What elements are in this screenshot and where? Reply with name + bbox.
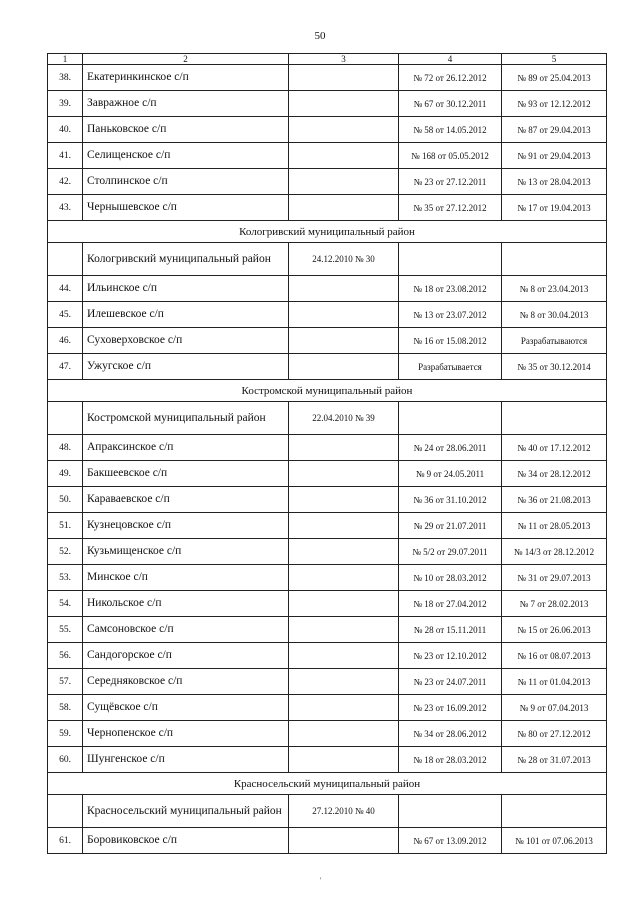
rules-document: № 91 от 29.04.2013 [502,143,607,169]
settlement-name: Костромской муниципальный район [83,402,289,435]
plan-document [399,243,502,276]
table-row [48,143,607,169]
rules-document: № 40 от 17.12.2012 [502,435,607,461]
plan-document: № 23 от 24.07.2011 [399,669,502,695]
table-row [48,328,607,354]
district-decision [289,169,399,195]
district-decision [289,276,399,302]
table-row [48,302,607,328]
settlement-name: Никольское с/п [83,591,289,617]
settlement-name: Столпинское с/п [83,169,289,195]
plan-document: № 28 от 15.11.2011 [399,617,502,643]
district-decision [289,669,399,695]
row-number: 48. [48,435,83,461]
plan-document: № 16 от 15.08.2012 [399,328,502,354]
plan-document: № 24 от 28.06.2011 [399,435,502,461]
settlement-name: Апраксинское с/п [83,435,289,461]
plan-document [399,795,502,828]
column-header: 4 [399,54,502,65]
column-header: 1 [48,54,83,65]
district-decision [289,195,399,221]
row-number: 56. [48,643,83,669]
row-number [48,795,83,828]
table-row [48,117,607,143]
settlement-name: Шунгенское с/п [83,747,289,773]
district-section-row [48,380,607,402]
district-decision [289,617,399,643]
table-row [48,354,607,380]
rules-document: № 89 от 25.04.2013 [502,65,607,91]
district-decision [289,91,399,117]
row-number: 60. [48,747,83,773]
district-section-title: Костромской муниципальный район [48,380,607,402]
settlement-name: Минское с/п [83,565,289,591]
table-row [48,747,607,773]
settlement-name: Караваевское с/п [83,487,289,513]
district-decision [289,513,399,539]
district-decision [289,643,399,669]
settlement-name: Середняковское с/п [83,669,289,695]
settlement-name: Екатеринкинское с/п [83,65,289,91]
district-decision [289,65,399,91]
district-decision [289,828,399,854]
settlement-name: Чернышевское с/п [83,195,289,221]
plan-document: № 168 от 05.05.2012 [399,143,502,169]
settlement-name: Селищенское с/п [83,143,289,169]
settlement-name: Чернопенское с/п [83,721,289,747]
district-decision [289,328,399,354]
column-header: 3 [289,54,399,65]
table-row [48,539,607,565]
plan-document: № 18 от 28.03.2012 [399,747,502,773]
rules-document [502,243,607,276]
rules-document: № 80 от 27.12.2012 [502,721,607,747]
row-number: 44. [48,276,83,302]
row-number: 46. [48,328,83,354]
plan-document [399,402,502,435]
row-number: 59. [48,721,83,747]
row-number: 50. [48,487,83,513]
rules-document: № 101 от 07.06.2013 [502,828,607,854]
page-number: 50 [314,30,326,42]
row-number: 38. [48,65,83,91]
rules-document: № 31 от 29.07.2013 [502,565,607,591]
row-number: 42. [48,169,83,195]
row-number: 54. [48,591,83,617]
plan-document: № 18 от 27.04.2012 [399,591,502,617]
district-decision [289,565,399,591]
row-number: 51. [48,513,83,539]
row-number: 57. [48,669,83,695]
district-decision: 24.12.2010 № 30 [289,243,399,276]
district-decision [289,721,399,747]
district-decision: 22.04.2010 № 39 [289,402,399,435]
table-row [48,669,607,695]
row-number: 41. [48,143,83,169]
plan-document: № 35 от 27.12.2012 [399,195,502,221]
table-row [48,643,607,669]
row-number [48,402,83,435]
plan-document: № 36 от 31.10.2012 [399,487,502,513]
settlement-name: Боровиковское с/п [83,828,289,854]
rules-document: № 17 от 19.04.2013 [502,195,607,221]
district-section-row [48,221,607,243]
settlement-name: Сандогорское с/п [83,643,289,669]
district-decision [289,487,399,513]
rules-document: № 11 от 01.04.2013 [502,669,607,695]
district-decision [289,695,399,721]
table-header-row [48,54,607,65]
district-decision: 27.12.2010 № 40 [289,795,399,828]
table-row [48,435,607,461]
rules-document: № 16 от 08.07.2013 [502,643,607,669]
table-row [48,617,607,643]
settlement-name: Кологривский муниципальный район [83,243,289,276]
settlement-name: Ужугское с/п [83,354,289,380]
table-row [48,169,607,195]
district-section-row [48,773,607,795]
plan-document: № 9 от 24.05.2011 [399,461,502,487]
table-row [48,721,607,747]
district-section-title: Кологривский муниципальный район [48,221,607,243]
settlement-name: Самсоновское с/п [83,617,289,643]
plan-document: № 23 от 16.09.2012 [399,695,502,721]
rules-document [502,795,607,828]
table-row [48,591,607,617]
rules-document: № 8 от 23.04.2013 [502,276,607,302]
settlement-name: Илешевское с/п [83,302,289,328]
settlement-name: Паньковское с/п [83,117,289,143]
plan-document: № 23 от 12.10.2012 [399,643,502,669]
table-row [48,91,607,117]
column-header: 2 [83,54,289,65]
district-decision [289,591,399,617]
row-number: 58. [48,695,83,721]
settlement-name: Красносельский муниципальный район [83,795,289,828]
plan-document: № 67 от 13.09.2012 [399,828,502,854]
district-decision [289,747,399,773]
settlement-name: Сущёвское с/п [83,695,289,721]
plan-document: Разрабатывается [399,354,502,380]
row-number: 53. [48,565,83,591]
row-number [48,243,83,276]
rules-document: № 13 от 28.04.2013 [502,169,607,195]
plan-document: № 58 от 14.05.2012 [399,117,502,143]
rules-document: № 87 от 29.04.2013 [502,117,607,143]
row-number: 39. [48,91,83,117]
rules-document: № 14/3 от 28.12.2012 [502,539,607,565]
district-decision [289,302,399,328]
column-header: 5 [502,54,607,65]
table-row [48,276,607,302]
footer-mark: ' [320,876,322,885]
row-number: 40. [48,117,83,143]
plan-document: № 29 от 21.07.2011 [399,513,502,539]
row-number: 61. [48,828,83,854]
district-decision [289,117,399,143]
rules-document: № 34 от 28.12.2012 [502,461,607,487]
rules-document: № 93 от 12.12.2012 [502,91,607,117]
district-row [48,243,607,276]
table-row [48,195,607,221]
row-number: 52. [48,539,83,565]
plan-document: № 23 от 27.12.2011 [399,169,502,195]
settlements-table [47,53,607,854]
district-decision [289,354,399,380]
rules-document: № 15 от 26.06.2013 [502,617,607,643]
rules-document [502,402,607,435]
rules-document: № 35 от 30.12.2014 [502,354,607,380]
rules-document: № 7 от 28.02.2013 [502,591,607,617]
row-number: 49. [48,461,83,487]
plan-document: № 34 от 28.06.2012 [399,721,502,747]
table-row [48,65,607,91]
row-number: 47. [48,354,83,380]
table-row [48,513,607,539]
table-row [48,461,607,487]
plan-document: № 72 от 26.12.2012 [399,65,502,91]
rules-document: № 9 от 07.04.2013 [502,695,607,721]
rules-document: № 8 от 30.04.2013 [502,302,607,328]
district-row [48,795,607,828]
plan-document: № 13 от 23.07.2012 [399,302,502,328]
settlement-name: Ильинское с/п [83,276,289,302]
row-number: 43. [48,195,83,221]
rules-document: № 36 от 21.08.2013 [502,487,607,513]
table-row [48,487,607,513]
settlement-name: Кузьмищенское с/п [83,539,289,565]
district-decision [289,539,399,565]
settlement-name: Бакшеевское с/п [83,461,289,487]
row-number: 45. [48,302,83,328]
table-row [48,565,607,591]
rules-document: № 11 от 28.05.2013 [502,513,607,539]
table-row [48,828,607,854]
district-decision [289,143,399,169]
district-decision [289,461,399,487]
table-row [48,695,607,721]
settlement-name: Суховерховское с/п [83,328,289,354]
district-section-title: Красносельский муниципальный район [48,773,607,795]
rules-document: Разрабатываются [502,328,607,354]
settlement-name: Кузнецовское с/п [83,513,289,539]
district-decision [289,435,399,461]
rules-document: № 28 от 31.07.2013 [502,747,607,773]
row-number: 55. [48,617,83,643]
plan-document: № 67 от 30.12.2011 [399,91,502,117]
settlement-name: Завражное с/п [83,91,289,117]
plan-document: № 5/2 от 29.07.2011 [399,539,502,565]
plan-document: № 10 от 28.03.2012 [399,565,502,591]
district-row [48,402,607,435]
plan-document: № 18 от 23.08.2012 [399,276,502,302]
